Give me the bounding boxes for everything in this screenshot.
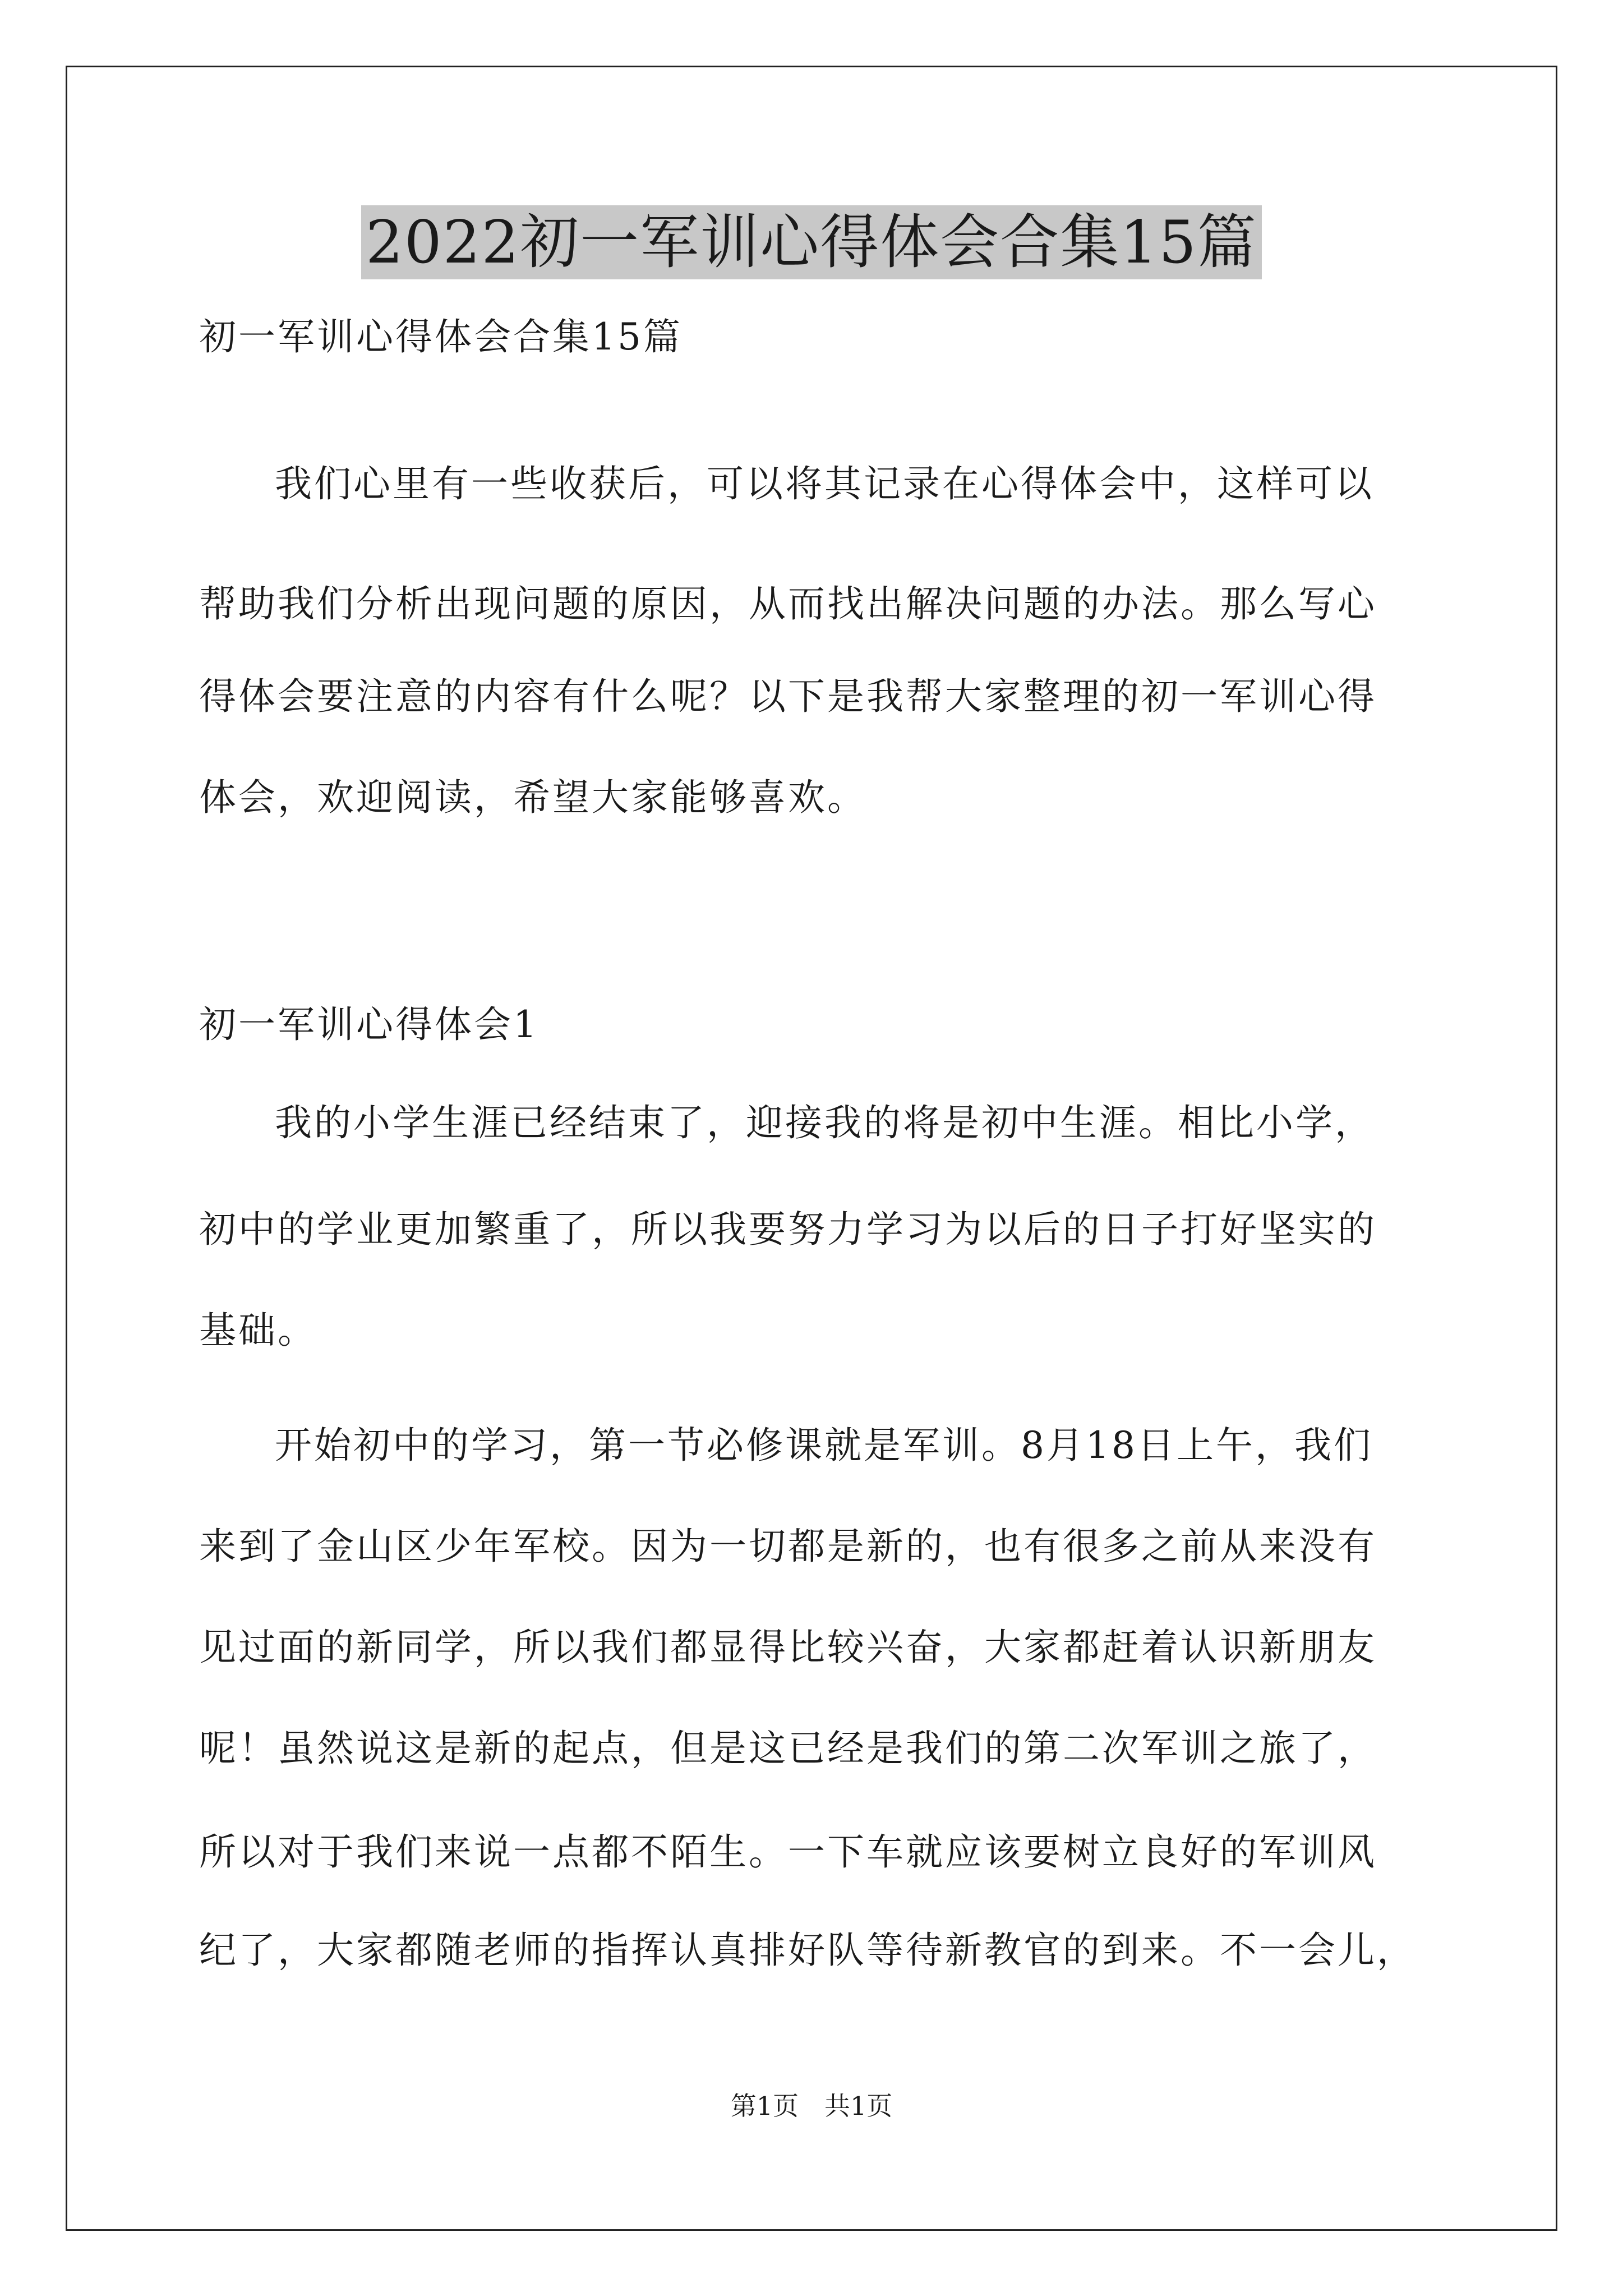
intro-line-2: 帮助我们分析出现问题的原因，从而找出解决问题的办法。那么写心: [199, 582, 1377, 625]
title-container: [0, 205, 1623, 279]
intro-line-1: 我们心里有一些收获后，可以将其记录在心得体会中，这样可以: [275, 462, 1374, 505]
para2-line-5: 所以对于我们来说一点都不陌生。一下车就应该要树立良好的军训风: [199, 1830, 1377, 1874]
page-footer: 第1页 共1页: [730, 2091, 893, 2121]
para2-line-1: 开始初中的学习，第一节必修课就是军训。8月18日上午，我们: [275, 1424, 1373, 1467]
page-border: [66, 66, 1557, 2231]
para1-line-1: 我的小学生涯已经结束了，迎接我的将是初中生涯。相比小学，: [275, 1101, 1374, 1144]
para1-line-2: 初中的学业更加繁重了，所以我要努力学习为以后的日子打好坚实的: [199, 1208, 1377, 1251]
intro-line-3: 得体会要注意的内容有什么呢？以下是我帮大家整理的初一军训心得: [199, 675, 1377, 718]
intro-line-4: 体会，欢迎阅读，希望大家能够喜欢。: [199, 776, 866, 819]
para2-line-2: 来到了金山区少年军校。因为一切都是新的，也有很多之前从来没有: [199, 1525, 1377, 1568]
para1-line-3: 基础。: [199, 1309, 317, 1352]
para2-line-3: 见过面的新同学，所以我们都显得比较兴奋，大家都赶着认识新朋友: [199, 1626, 1377, 1669]
para2-line-4: 呢！虽然说这是新的起点，但是这已经是我们的第二次军训之旅了，: [199, 1727, 1377, 1770]
document-title: 2022初一军训心得体会合集15篇: [361, 205, 1262, 279]
para2-line-6: 纪了，大家都随老师的指挥认真排好队等待新教官的到来。不一会儿，: [199, 1929, 1416, 1972]
section-heading: 初一军训心得体会1: [199, 1003, 539, 1046]
document-subtitle: 初一军训心得体会合集15篇: [199, 315, 683, 358]
